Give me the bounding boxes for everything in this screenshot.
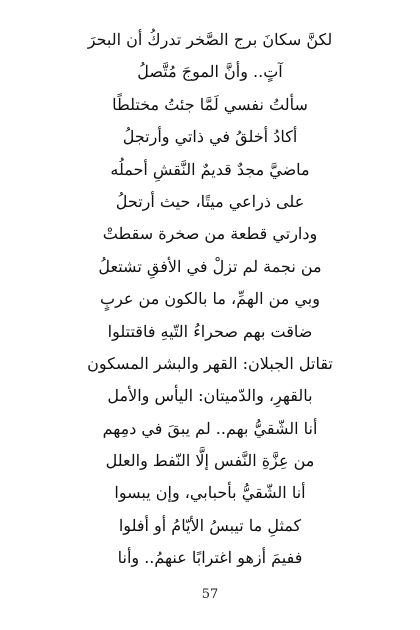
poem-line: ماضيَّ مجدٌ قديمٌ النَّقشِ أحملُه bbox=[110, 159, 310, 179]
poem-line: كمثلِ ما تيبسُ الأيّامُ أو أفلوا bbox=[118, 515, 302, 535]
poem-line: أكادُ أخلقُ في ذاتي وأرتجلُ bbox=[122, 127, 298, 147]
poem-line: لكنَّ سكانَ برج الصَّخر تدركُ أن البحرَ bbox=[87, 30, 333, 49]
poem-line: ودارتي قطعة من صخرة سقطتْ bbox=[102, 224, 318, 244]
poem-text bbox=[60, 24, 360, 575]
poem-line: تقاتل الجبلان: القهر والبشر المسكون bbox=[87, 353, 333, 373]
poem-line: ضاقت بهم صحراءُ التّيهِ فاقتتلوا bbox=[107, 321, 313, 341]
page-number: 57 bbox=[201, 587, 219, 602]
poem-line: سألتُ نفسي لَمَّا جئتُ مختلطًا bbox=[112, 94, 308, 114]
poem-line: بالقهرِ، والدّميتان: اليأس والأمل bbox=[107, 386, 313, 406]
poem-line: ففيمَ أزهو اغترابًا عنهمُ.. وأنا bbox=[117, 548, 303, 568]
poem-line: من عِزَّةِ النَّفس إلَّا النّفط والعلل bbox=[105, 451, 315, 471]
poem-line: من نجمة لم تزلْ في الأفقِ تشتعلُ bbox=[98, 256, 322, 276]
poem-line: أنا الشّقيُّ بأحبابي، وإن يبسوا bbox=[114, 483, 306, 503]
poem-line: آتٍ.. وأنَّ الموجَ مُتَّصلُ bbox=[137, 62, 283, 82]
poem-line: أنا الشّقيُّ بهم.. لم يبقَ في دمِهم bbox=[102, 418, 318, 438]
poem-line: وبي من الهمِّ، ما بالكون من عربٍ bbox=[100, 289, 320, 309]
poem-line: على ذراعي ميتًا، حيث أرتحلُ bbox=[115, 191, 305, 211]
